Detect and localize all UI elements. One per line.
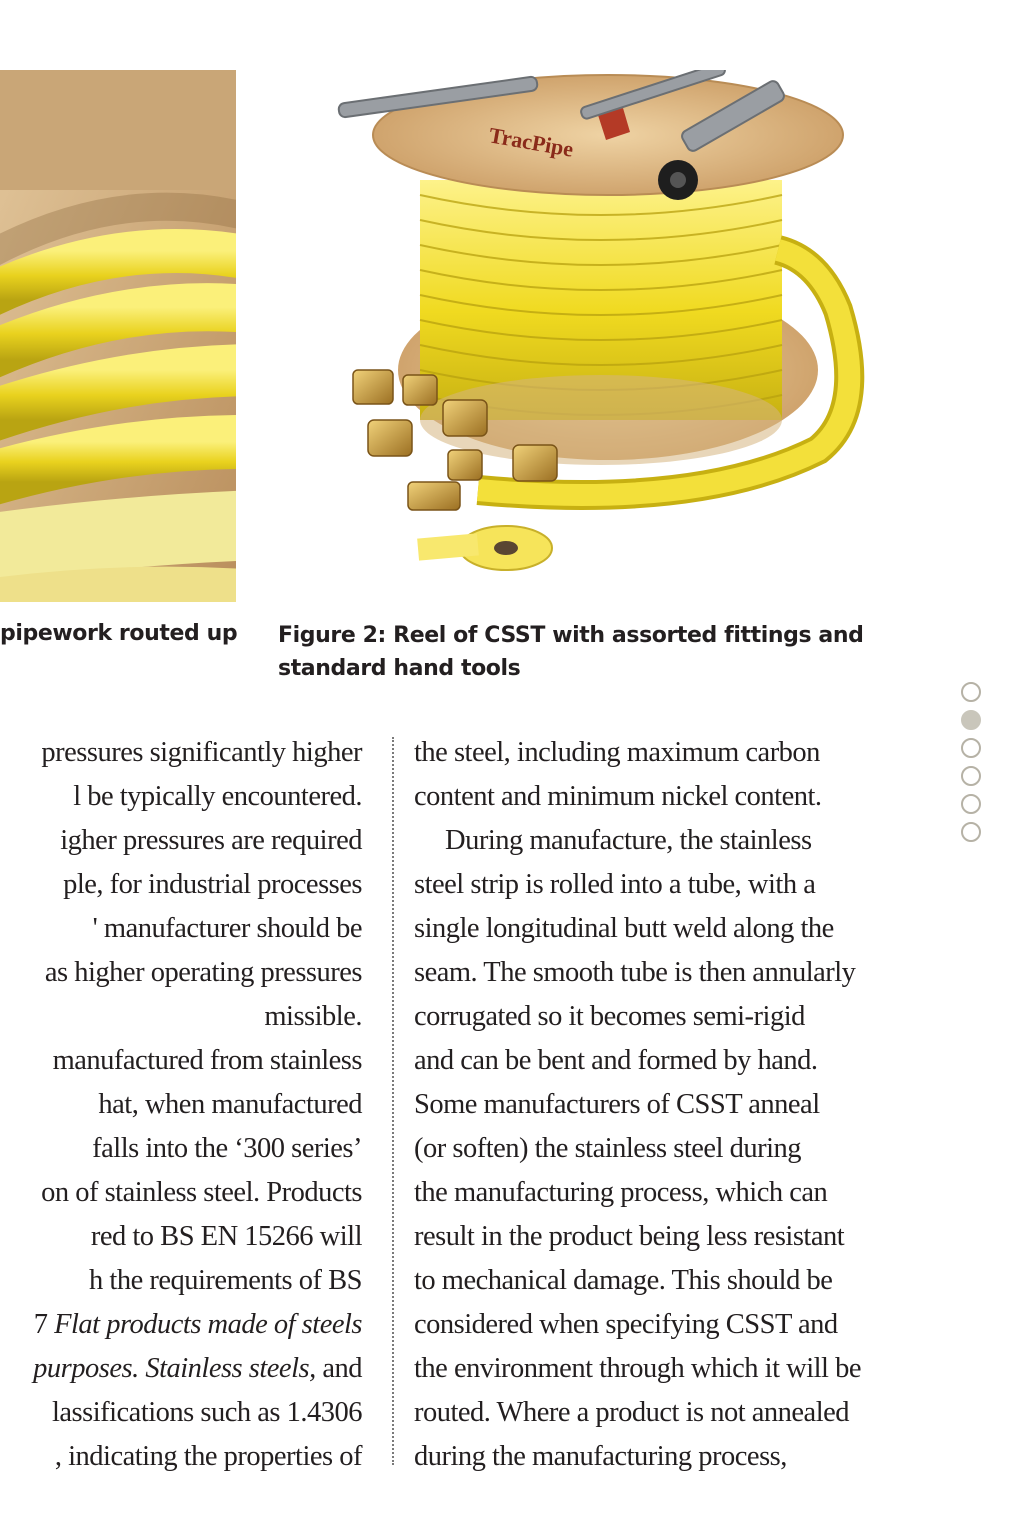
page-dot-2[interactable] (961, 710, 981, 730)
text-line: hat, when manufactured (98, 1089, 362, 1120)
text-line: the steel, including maximum carbon (414, 737, 820, 768)
text-line (33, 1303, 362, 1347)
text-line: , indicating the properties of (54, 1441, 362, 1472)
photo-right (278, 70, 928, 602)
text-line: as higher operating pressures (44, 957, 362, 988)
text-line (33, 1347, 362, 1391)
text-line: missible. (264, 1001, 362, 1032)
text-run: and (315, 1353, 362, 1384)
page-dot-4[interactable] (961, 766, 981, 786)
text-line: considered when specifying CSST and (414, 1309, 838, 1340)
page-dot-5[interactable] (961, 794, 981, 814)
page-dot-6[interactable] (961, 822, 981, 842)
text-line: lassifications such as 1.4306 (51, 1397, 362, 1428)
text-line: result in the product being less resistant (414, 1221, 845, 1252)
body-column-left (33, 731, 362, 1479)
text-line: Some manufacturers of CSST anneal (414, 1089, 820, 1120)
csst-reel-image (278, 70, 928, 602)
text-line: manufactured from stainless (52, 1045, 362, 1076)
text-line: falls into the ‘300 series’ (92, 1133, 362, 1164)
text-line: single longitudinal butt weld along the (414, 913, 834, 944)
text-line: steel strip is rolled into a tube, with a (414, 869, 816, 900)
standard-title-italic: purposes. Stainless steels, (33, 1353, 316, 1384)
paragraph-start: During manufacture, the stainless (445, 825, 812, 856)
text-line: corrugated so it becomes semi-rigid (414, 1001, 805, 1032)
csst-coil-image (0, 70, 236, 602)
page-nav-dots (961, 682, 987, 850)
text-line: ' manufacturer should be (92, 913, 362, 944)
text-run: 7 (33, 1309, 55, 1340)
text-line: routed. Where a product is not annealed (414, 1397, 850, 1428)
photo-left (0, 70, 236, 602)
text-line: pressures significantly higher (41, 737, 362, 768)
text-line: during the manufacturing process, (414, 1441, 787, 1472)
text-line: on of stainless steel. Products (41, 1177, 362, 1208)
text-line: igher pressures are required (60, 825, 362, 856)
text-line: h the requirements of BS (89, 1265, 362, 1296)
standard-title-italic: Flat products made of steels (54, 1309, 362, 1340)
body-column-right (414, 731, 861, 1479)
text-line: and can be bent and formed by hand. (414, 1045, 818, 1076)
text-line: to mechanical damage. This should be (414, 1265, 833, 1296)
figure-caption-right: Figure 2: Reel of CSST with assorted fittings and standard hand tools (278, 623, 864, 681)
text-line: red to BS EN 15266 will (90, 1221, 362, 1252)
text-line: content and minimum nickel content. (414, 781, 822, 812)
svg-text:TracPipe: TracPipe (487, 122, 576, 162)
text-line: the manufacturing process, which can (414, 1177, 828, 1208)
text-line: ple, for industrial processes (63, 869, 362, 900)
text-line: l be typically encountered. (73, 781, 362, 812)
figure-caption-left: pipework routed up (0, 621, 238, 646)
text-line: (or soften) the stainless steel during (414, 1133, 802, 1164)
text-line: the environment through which it will be (414, 1353, 861, 1384)
column-divider (392, 737, 394, 1465)
text-line: seam. The smooth tube is then annularly (414, 957, 856, 988)
page-dot-3[interactable] (961, 738, 981, 758)
page-dot-1[interactable] (961, 682, 981, 702)
